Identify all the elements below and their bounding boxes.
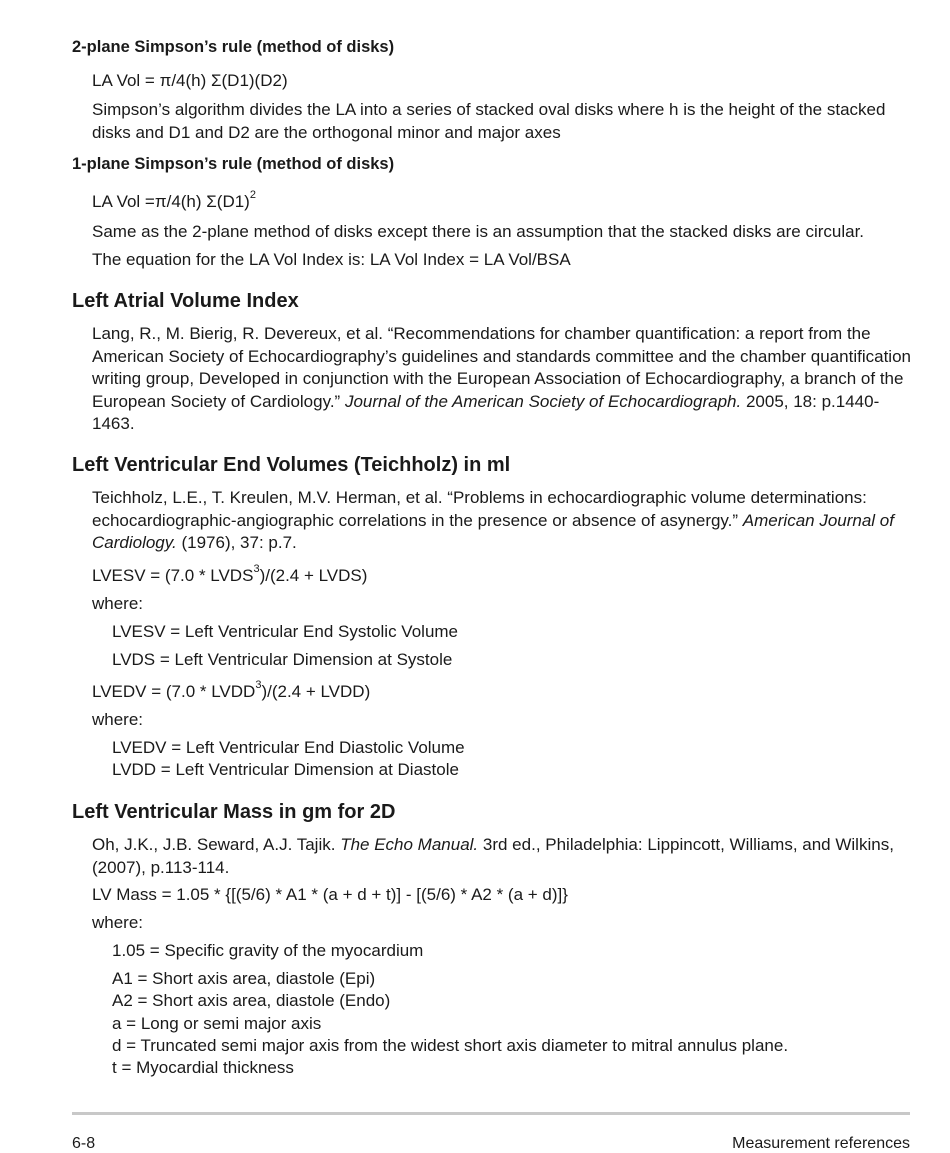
heading-left-atrial-volume-index: Left Atrial Volume Index (72, 290, 299, 312)
formula-la-vol-2-plane: LA Vol = π/4(h) Σ(D1)(D2) (92, 71, 288, 90)
page-number: 6-8 (72, 1135, 96, 1152)
definition-a2: A2 = Short axis area, diastole (Endo) (112, 991, 391, 1010)
definition-specific-gravity: 1.05 = Specific gravity of the myocardium (112, 941, 424, 960)
definition-a1: A1 = Short axis area, diastole (Epi) (112, 969, 376, 988)
footer-divider (72, 1112, 910, 1115)
label-where: where: (92, 913, 144, 932)
paragraph-la-vol-index-equation: The equation for the LA Vol Index is: LA Vol Index = LA Vol/BSA (92, 250, 571, 269)
section-title: Measurement references (732, 1135, 910, 1152)
formula-lvedv: LVEDV = $(7.0 * LVDD^3)/(2.4$ + LVDD) (92, 679, 371, 701)
reference-oh: Oh, J.K., J.B. Seward, A.J. Tajik. The Echo Manual. 3rd ed., Philadelphia: Lippincott, Williams, and Wilkins, (2007), p.113-114. (92, 835, 894, 877)
definition-d: d = Truncated semi major axis from the widest short axis diameter to mitral annulus plane. (112, 1036, 789, 1055)
paragraph-1-plane-description: Same as the 2-plane method of disks except there is an assumption that the stacked disks are circular. (92, 222, 865, 241)
definition-lvdd: LVDD = Left Ventricular Dimension at Diastole (112, 760, 459, 779)
formula-lv-mass: LV Mass = 1.05 * {[(5/6) * A1 * (a + d + t)] - [(5/6) * A2 * (a + d)]} (92, 885, 568, 904)
heading-2-plane-simpson: 2-plane Simpson’s rule (method of disks) (72, 38, 395, 56)
definition-lvedv: LVEDV = Left Ventricular End Diastolic Volume (112, 738, 465, 757)
definition-a: a = Long or semi major axis (112, 1014, 322, 1033)
reference-teichholz: Teichholz, L.E., T. Kreulen, M.V. Herman, et al. “Problems in echocardiographic volume determinations: echocardiographic-angiographic correlations in the presence or absence of asynergy.” American Journal of Cardiology. (1976), 37: p.7. (92, 488, 894, 552)
formula-la-vol-1-plane: LA Vol =π/4(h) $\Sigma(D1)^2$ (92, 189, 256, 211)
heading-lv-mass-2d: Left Ventricular Mass in gm for 2D (72, 801, 396, 823)
definition-lvds: LVDS = Left Ventricular Dimension at Systole (112, 650, 453, 669)
definition-t: t = Myocardial thickness (112, 1058, 294, 1077)
label-where: where: (92, 710, 144, 729)
label-where: where: (92, 594, 144, 613)
definition-lvesv: LVESV = Left Ventricular End Systolic Volume (112, 622, 459, 641)
reference-lang: Lang, R., M. Bierig, R. Devereux, et al. “Recommendations for chamber quantification: a report from the American Society of Echocardiography’s guidelines and standards committee and the chamber quantification writing group, Developed in conjunction with the European Association of Echocardiography, a branch of the European Society of Cardiology.” Journal of the American Society of Echocardiograph. 2005, 18: p.1440-1463. (92, 324, 911, 433)
heading-lv-end-volumes-teichholz: Left Ventricular End Volumes (Teichholz) in ml (72, 454, 511, 476)
heading-1-plane-simpson: 1-plane Simpson’s rule (method of disks) (72, 155, 395, 173)
formula-lvesv: LVESV = $(7.0 * LVDS^3)/(2.4$ + LVDS) (92, 563, 368, 585)
paragraph-simpson-description: Simpson’s algorithm divides the LA into a series of stacked oval disks where h is the height of the stacked disks and D1 and D2 are the orthogonal minor and major axes (92, 100, 886, 142)
